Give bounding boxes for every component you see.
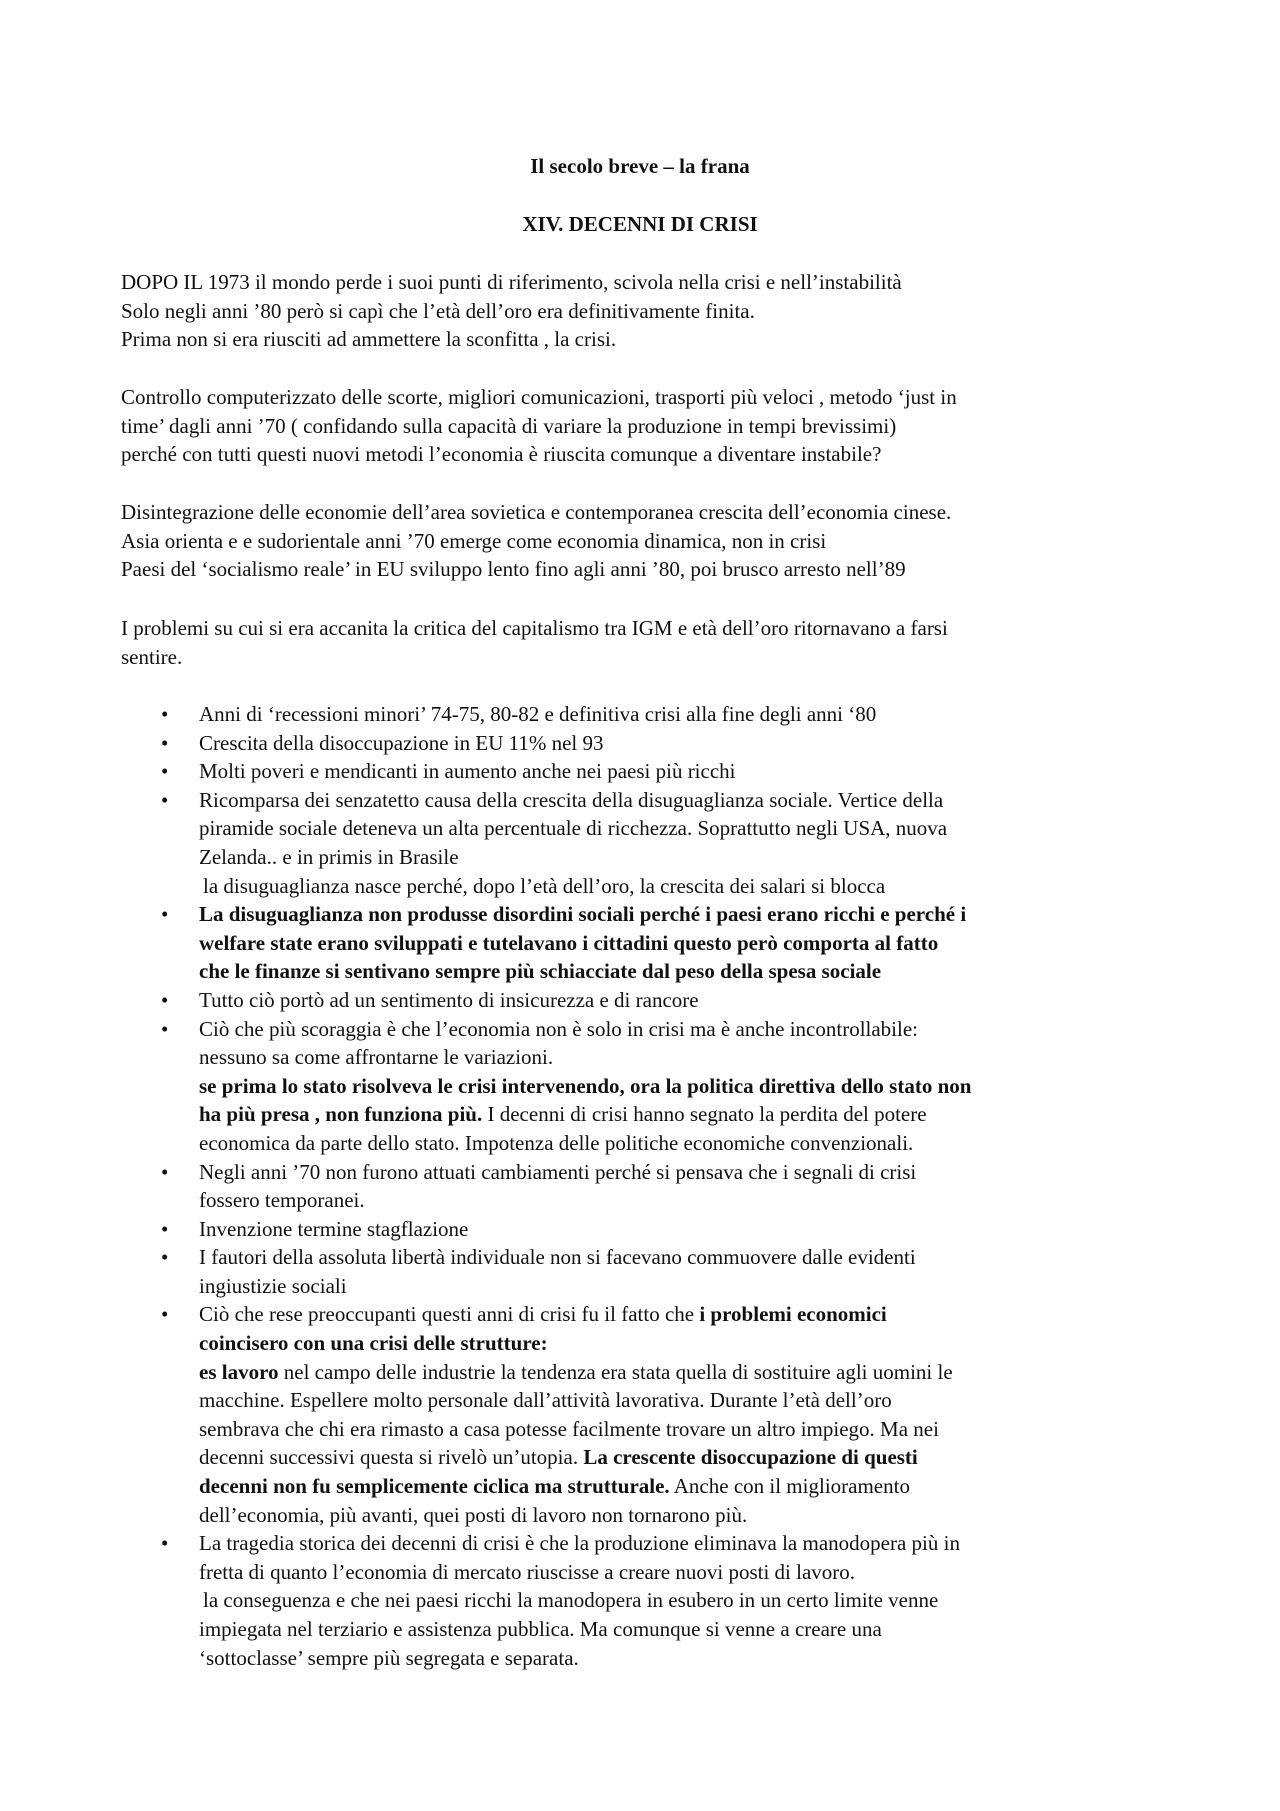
bullet-icon: • <box>161 1159 169 1184</box>
list-item-text: Ricomparsa dei senzatetto causa della crescita della disuguaglianza sociale. Vertice della <box>199 787 944 812</box>
document-title: Il secolo breve – la frana <box>530 154 750 178</box>
list-item <box>121 729 1171 758</box>
list-item-text: sembrava che chi era rimasto a casa potesse facilmente trovare un altro impiego. Ma nei <box>199 1416 939 1441</box>
list-item-text <box>199 1100 1171 1129</box>
list-item-text <box>199 1300 1171 1329</box>
list-item-text: Crescita della disoccupazione in EU 11% nel 93 <box>199 730 604 755</box>
text-line: Paesi del ‘socialismo reale’ in EU sviluppo lento fino agli anni ’80, poi brusco arresto nell’89 <box>121 557 906 582</box>
emphasis-text: es lavoro <box>199 1359 279 1384</box>
bullet-icon: • <box>161 702 169 726</box>
text-line: sentire. <box>121 644 183 669</box>
bullet-icon: • <box>161 759 169 784</box>
emphasis-text: La crescente disoccupazione di questi <box>583 1445 918 1470</box>
paragraph-economies <box>121 498 1171 584</box>
list-item-text <box>199 1358 1171 1387</box>
list-item-text: nel campo delle industrie la tendenza era stata quella di sostituire agli uomini le <box>278 1359 953 1384</box>
emphasis-text: se prima lo stato risolveva le crisi intervenendo, ora la politica direttiva dello stato non <box>199 1073 972 1098</box>
list-item-text: Invenzione termine stagflazione <box>199 1216 469 1241</box>
list-item <box>121 700 1171 729</box>
paragraph-problems <box>121 614 1171 671</box>
list-item-text: Anni di ‘recessioni minori’ 74-75, 80-82 e definitiva crisi alla fine degli anni ‘80 <box>199 702 877 726</box>
list-item-text: fossero temporanei. <box>199 1188 365 1213</box>
list-item-text: decenni successivi questa si rivelò un’utopia. <box>199 1445 584 1470</box>
list-item-text: I fautori della assoluta libertà individuale non si facevano commuovere dalle evidenti <box>199 1245 916 1270</box>
list-item <box>121 986 1171 1015</box>
bullet-icon: • <box>161 787 169 812</box>
list-item-text: macchine. Espellere molto personale dall’attività lavorativa. Durante l’età dell’oro <box>199 1388 892 1413</box>
crisis-bullet-list <box>121 700 1171 1672</box>
text-line: Disintegrazione delle economie dell’area sovietica e contemporanea crescita dell’economia cinese. <box>121 500 952 524</box>
list-item <box>121 1529 1171 1672</box>
bullet-icon: • <box>161 1531 169 1556</box>
text-line: Prima non si era riusciti ad ammettere la sconfitta , la crisi. <box>121 327 617 352</box>
list-item <box>121 757 1171 786</box>
list-item-text: ingiustizie sociali <box>199 1273 347 1298</box>
text-line: time’ dagli anni ’70 ( confidando sulla capacità di variare la produzione in tempi brevissimi) <box>121 413 897 438</box>
list-item <box>121 786 1171 872</box>
bullet-icon: • <box>161 1016 169 1041</box>
list-item <box>121 1243 1171 1300</box>
text-line: Controllo computerizzato delle scorte, migliori comunicazioni, trasporti più veloci , metodo ‘just in <box>121 385 957 409</box>
bullet-icon: • <box>161 1216 169 1241</box>
paragraph-methods <box>121 383 1171 469</box>
list-item-text <box>199 1072 1171 1101</box>
list-item <box>121 900 1171 986</box>
paragraph-intro <box>121 268 1171 354</box>
list-item <box>121 1158 1171 1215</box>
list-item-text: Ciò che più scoraggia è che l’economia non è solo in crisi ma è anche incontrollabile: <box>199 1016 919 1041</box>
text-line: perché con tutti questi nuovi metodi l’economia è riuscita comunque a diventare instabile? <box>121 442 882 467</box>
list-item-text: Molti poveri e mendicanti in aumento anche nei paesi più ricchi <box>199 759 736 784</box>
list-item-text <box>199 1329 1171 1358</box>
list-item-text: Ciò che rese preoccupanti questi anni di crisi fu il fatto che <box>199 1302 700 1327</box>
list-item-text: piramide sociale deteneva un alta percentuale di ricchezza. Soprattutto negli USA, nuova <box>199 816 948 841</box>
list-item <box>121 1215 1171 1244</box>
list-item-text: La tragedia storica dei decenni di crisi è che la produzione eliminava la manodopera più in <box>199 1531 960 1556</box>
list-continuation: la disuguaglianza nasce perché, dopo l’età dell’oro, la crescita dei salari si blocca <box>203 873 886 898</box>
emphasis-text: i problemi economici <box>699 1302 887 1327</box>
list-item-text: impiegata nel terziario e assistenza pubblica. Ma comunque si venne a creare una <box>199 1617 882 1641</box>
list-item-text: ‘sottoclasse’ sempre più segregata e separata. <box>199 1645 579 1670</box>
list-item <box>121 1015 1171 1158</box>
list-item-text: Negli anni ’70 non furono attuati cambiamenti perché si pensava che i segnali di crisi <box>199 1159 917 1184</box>
text-line: DOPO IL 1973 il mondo perde i suoi punti di riferimento, scivola nella crisi e nell’instabilità <box>121 270 902 294</box>
bullet-icon: • <box>161 1302 169 1327</box>
emphasis-text: decenni non fu semplicemente ciclica ma strutturale. <box>199 1474 670 1499</box>
list-item-text: fretta di quanto l’economia di mercato riuscisse a creare nuovi posti di lavoro. <box>199 1559 856 1584</box>
list-item-text: Zelanda.. e in primis in Brasile <box>199 844 459 869</box>
bullet-icon: • <box>161 730 169 755</box>
list-item-text: La disuguaglianza non produsse disordini sociali perché i paesi erano ricchi e perché i <box>199 902 967 927</box>
bullet-icon: • <box>161 902 169 927</box>
list-item-text: economica da parte dello stato. Impotenza delle politiche economiche convenzionali. <box>199 1130 914 1155</box>
list-item-text: Tutto ciò portò ad un sentimento di insicurezza e di rancore <box>199 987 699 1012</box>
list-item-text: nessuno sa come affrontarne le variazioni. <box>199 1045 554 1070</box>
emphasis-text: coincisero con una crisi delle strutture: <box>199 1331 548 1356</box>
list-item-text: I decenni di crisi hanno segnato la perdita del potere <box>482 1102 927 1127</box>
text-line: Solo negli anni ’80 però si capì che l’età dell’oro era definitivamente finita. <box>121 298 755 323</box>
list-item-text: dell’economia, più avanti, quei posti di lavoro non tornarono più. <box>199 1502 748 1527</box>
emphasis-text: ha più presa , non funziona più. <box>199 1102 483 1127</box>
list-item-text: la conseguenza e che nei paesi ricchi la manodopera in esubero in un certo limite venne <box>203 1588 939 1613</box>
bullet-icon: • <box>161 987 169 1012</box>
list-item-text: che le finanze si sentivano sempre più schiacciate dal peso della spesa sociale <box>199 959 882 984</box>
bullet-icon: • <box>161 1245 169 1270</box>
list-item-text: welfare state erano sviluppati e tutelavano i cittadini questo però comporta al fatto <box>199 930 939 955</box>
chapter-heading: XIV. DECENNI DI CRISI <box>522 212 758 236</box>
list-item-text <box>199 1472 1171 1501</box>
list-item <box>121 1300 1171 1529</box>
text-line: I problemi su cui si era accanita la critica del capitalismo tra IGM e età dell’oro ritornavano a farsi <box>121 616 948 640</box>
list-item-text: Anche con il miglioramento <box>669 1474 910 1499</box>
text-line: Asia orienta e e sudorientale anni ’70 emerge come economia dinamica, non in crisi <box>121 528 827 553</box>
list-item-text <box>199 1443 1171 1472</box>
